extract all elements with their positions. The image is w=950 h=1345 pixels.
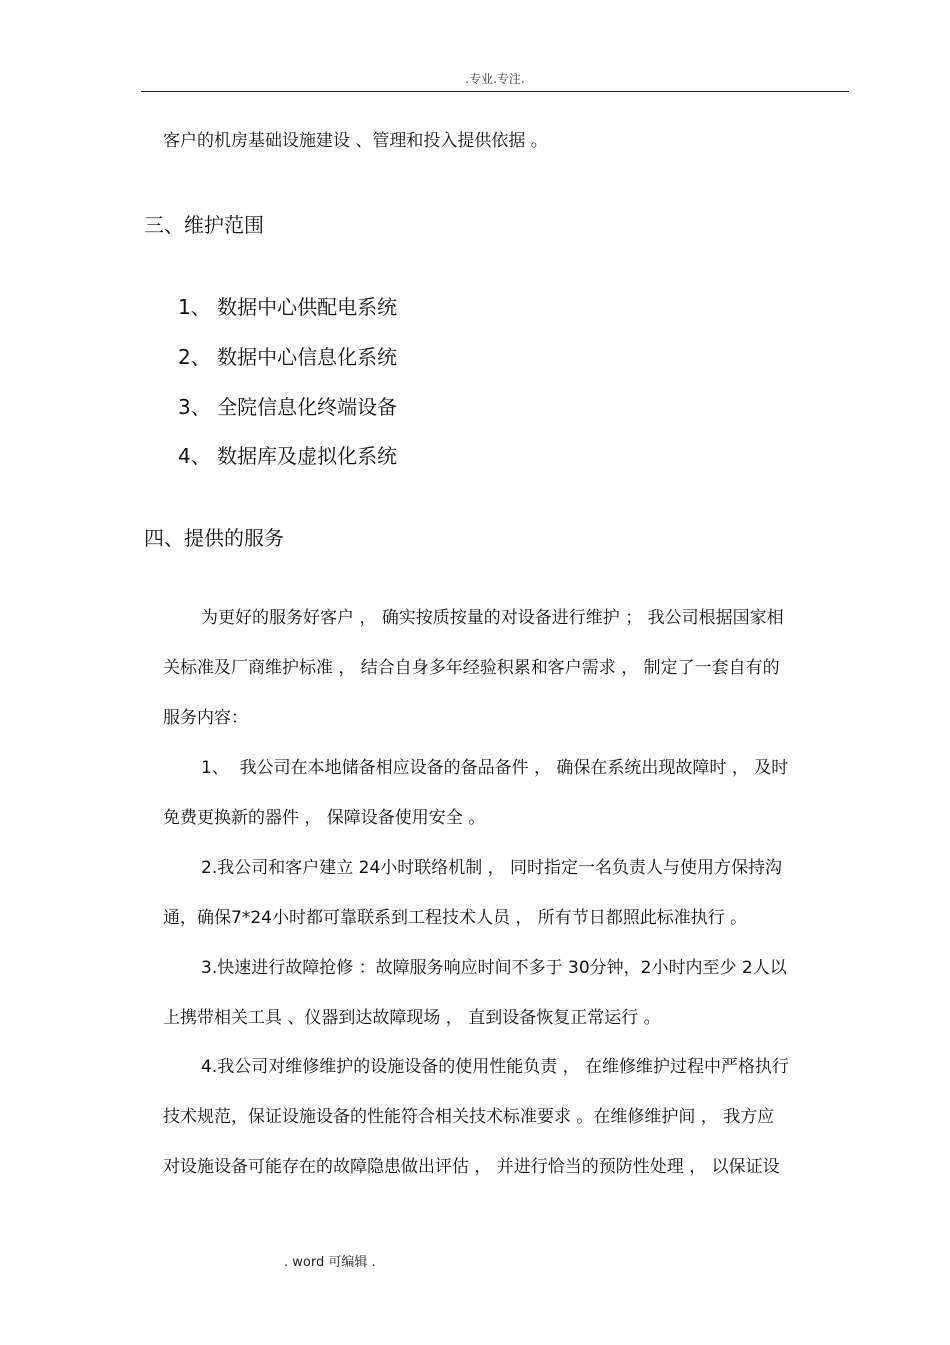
paragraph-line: 对设施设备可能存在的故障隐患做出评估 ， 并进行恰当的预防性处理 ， 以保证设 (163, 1157, 780, 1177)
page-header: .专业.专注. (465, 72, 525, 86)
paragraph-line: 为更好的服务好客户 ， 确实按质按量的对设备进行维护 ； 我公司根据国家相 (201, 608, 784, 628)
paragraph-line: 技术规范，保证设施设备的性能符合相关技术标准要求 。在维修维护间 ， 我方应 (163, 1107, 775, 1127)
section-4-heading: 四、提供的服务 (144, 526, 284, 550)
scope-item: 4、 数据库及虚拟化系统 (178, 444, 398, 468)
paragraph-line: 上携带相关工具 、仪器到达故障现场 ， 直到设备恢复正常运行 。 (163, 1008, 661, 1028)
paragraph-line: 4.我公司对维修维护的设施设备的使用性能负责 ， 在维修维护过程中严格执行 (201, 1057, 790, 1077)
paragraph-line: 通，确保7*24小时都可靠联系到工程技术人员 ， 所有节日都照此标准执行 。 (163, 908, 748, 928)
intro-continuation: 客户的机房基础设施建设 、管理和投入提供依据 。 (163, 131, 548, 151)
section-3-heading: 三、维护范围 (144, 213, 264, 237)
paragraph-line: 服务内容： (163, 708, 248, 728)
paragraph-line: 关标准及厂商维护标准 ， 结合自身多年经验积累和客户需求 ， 制定了一套自有的 (163, 658, 780, 678)
scope-item: 3、 全院信息化终端设备 (178, 395, 398, 419)
paragraph-line: 3.快速进行故障抢修 ：故障服务响应时间不多于 30分钟，2小时内至少 2人以 (201, 958, 787, 978)
scope-item: 2、 数据中心信息化系统 (178, 345, 398, 369)
paragraph-line: 免费更换新的器件 ， 保障设备使用安全 。 (163, 808, 486, 828)
header-divider (141, 91, 849, 92)
page-footer: . word 可编辑 . (284, 1255, 376, 1270)
scope-item: 1、 数据中心供配电系统 (178, 295, 398, 319)
paragraph-line: 1、 我公司在本地储备相应设备的备品备件 ， 确保在系统出现故障时 ， 及时 (201, 758, 789, 778)
paragraph-line: 2.我公司和客户建立 24小时联络机制 ， 同时指定一名负责人与使用方保持沟 (201, 858, 783, 878)
